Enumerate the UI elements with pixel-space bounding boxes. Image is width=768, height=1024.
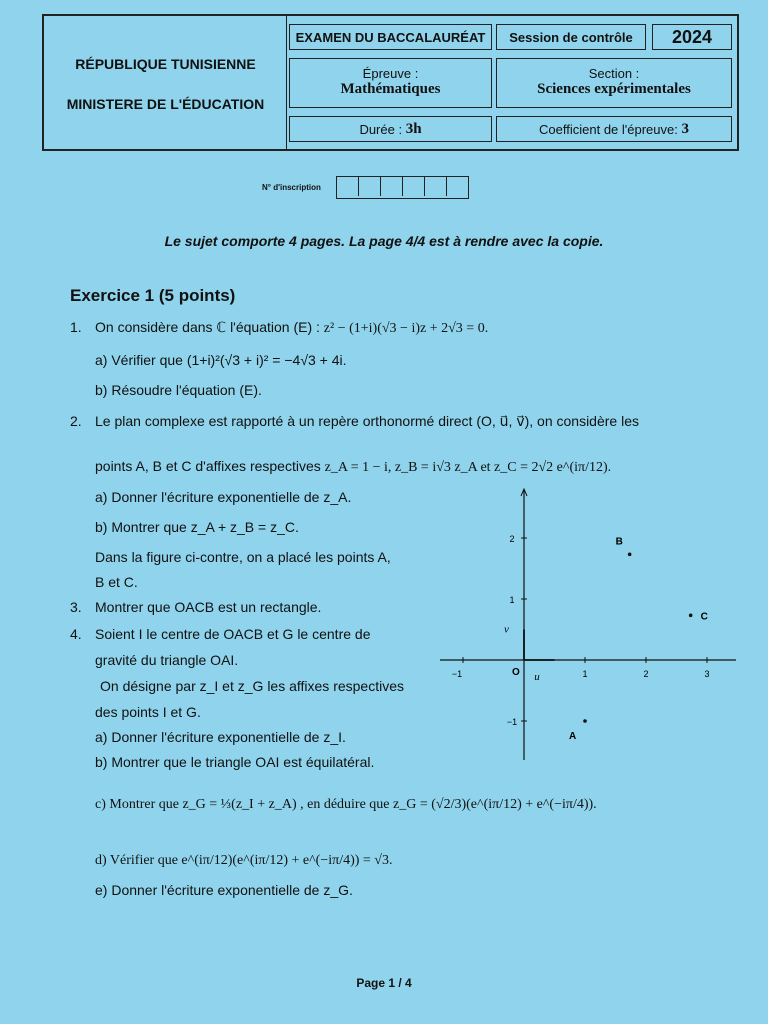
inscription-box[interactable] [425, 177, 447, 196]
point-label-c: C [700, 611, 708, 623]
q1-text [95, 319, 488, 337]
point-label-b: B [615, 536, 623, 548]
inscription-label: N° d'inscription [262, 183, 321, 192]
q2b: b) Montrer que z_A + z_B = z_C. [95, 519, 299, 535]
exam-title: EXAMEN DU BACCALAURÉAT [289, 24, 492, 50]
country-name: RÉPUBLIQUE TUNISIENNE [75, 56, 256, 72]
q2a: a) Donner l'écriture exponentielle de z_A. [95, 489, 352, 505]
u-vector-label: u⃗ [534, 671, 549, 683]
q2-text: Le plan complexe est rapporté à un repère orthonormé direct (O, u⃗, v⃗), on considère les [95, 413, 639, 429]
x-tick-label: 1 [582, 669, 588, 679]
inscription-box[interactable] [359, 177, 381, 196]
exam-notice: Le sujet comporte 4 pages. La page 4/4 est à rendre avec la copie. [164, 233, 604, 249]
q3-text: Montrer que OACB est un rectangle. [95, 599, 322, 615]
epreuve-value: Mathématiques [340, 81, 441, 97]
section-value: Sciences expérimentales [537, 81, 691, 97]
q1-equation: z² − (1+i)(√3 − i)z + 2√3 = 0. [323, 321, 489, 336]
q2-figure-note-1: Dans la figure ci-contre, on a placé les points A, [95, 549, 391, 565]
q4a: a) Donner l'écriture exponentielle de z_I. [95, 729, 346, 745]
inscription-box[interactable] [403, 177, 425, 196]
page-footer: Page 1 / 4 [356, 976, 412, 990]
y-tick-label: −1 [506, 717, 518, 727]
v-vector-label: v⃗ [504, 623, 518, 636]
q1-intro: On considère dans ℂ l'équation (E) : [95, 319, 320, 335]
figure-labels [452, 534, 710, 742]
q4e: e) Donner l'écriture exponentielle de z_G. [95, 882, 353, 898]
complex-plane-figure [440, 488, 740, 768]
ministry-name: MINISTERE DE L'ÉDUCATION [66, 96, 265, 112]
point-b [628, 553, 632, 557]
q3-number: 3. [70, 599, 82, 615]
figure-points [583, 553, 692, 723]
coef-cell [496, 116, 732, 142]
coef-value: 3 [681, 120, 689, 137]
x-tick-label: 2 [643, 669, 649, 679]
point-c [689, 614, 693, 618]
point-a [583, 719, 587, 723]
y-tick-label: 2 [509, 534, 515, 544]
q2-affixes: z_A = 1 − i, z_B = i√3 z_A et z_C = 2√2 e^(iπ/12). [324, 460, 612, 475]
coef-label: Coefficient de l'épreuve: [539, 121, 678, 137]
epreuve-label: Épreuve : [362, 66, 419, 81]
inscription-boxes[interactable] [336, 176, 469, 199]
q1-number: 1. [70, 319, 82, 335]
duree-value: 3h [405, 120, 422, 137]
q4d: d) Vérifier que e^(iπ/12)(e^(iπ/12) + e^(−iπ/4)) = √3. [95, 853, 393, 868]
exam-year: 2024 [652, 24, 732, 50]
q4-text-4: des points I et G. [95, 704, 201, 720]
x-tick-label: −1 [451, 669, 463, 679]
epreuve-cell [289, 58, 492, 108]
q4-text-2: gravité du triangle OAI. [95, 652, 239, 668]
exercise-title: Exercice 1 (5 points) [70, 286, 236, 305]
q2-number: 2. [70, 413, 82, 429]
q4-number: 4. [70, 626, 82, 642]
inscription-box[interactable] [381, 177, 403, 196]
q2-figure-note-2: B et C. [95, 574, 138, 590]
figure-axes [440, 489, 736, 760]
exam-header [42, 14, 739, 151]
q4-text-1: Soient I le centre de OACB et G le centre de [95, 626, 371, 642]
inscription-box[interactable] [337, 177, 359, 196]
q1a: a) Vérifier que (1+i)²(√3 + i)² = −4√3 + 4i. [95, 352, 347, 368]
header-left-panel [44, 16, 287, 149]
session-label: Session de contrôle [496, 24, 646, 50]
section-cell [496, 58, 732, 108]
duree-cell [289, 116, 492, 142]
q1b: b) Résoudre l'équation (E). [95, 382, 262, 398]
q4c: c) Montrer que z_G = ⅓(z_I + z_A) , en déduire que z_G = (√2/3)(e^(iπ/12) + e^(−iπ/4)). [95, 797, 597, 812]
q4b: b) Montrer que le triangle OAI est équilatéral. [95, 754, 375, 770]
q2-points-intro: points A, B et C d'affixes respectives [95, 458, 321, 474]
duree-label: Durée : [359, 121, 403, 137]
y-tick-label: 1 [509, 595, 515, 605]
q4-text-3: On désigne par z_I et z_G les affixes respectives [100, 678, 405, 694]
origin-label: O [512, 667, 520, 678]
q2-points [95, 458, 611, 476]
x-tick-label: 3 [704, 669, 710, 679]
inscription-box[interactable] [447, 177, 468, 196]
section-label: Section : [588, 66, 640, 81]
point-label-a: A [569, 731, 577, 742]
